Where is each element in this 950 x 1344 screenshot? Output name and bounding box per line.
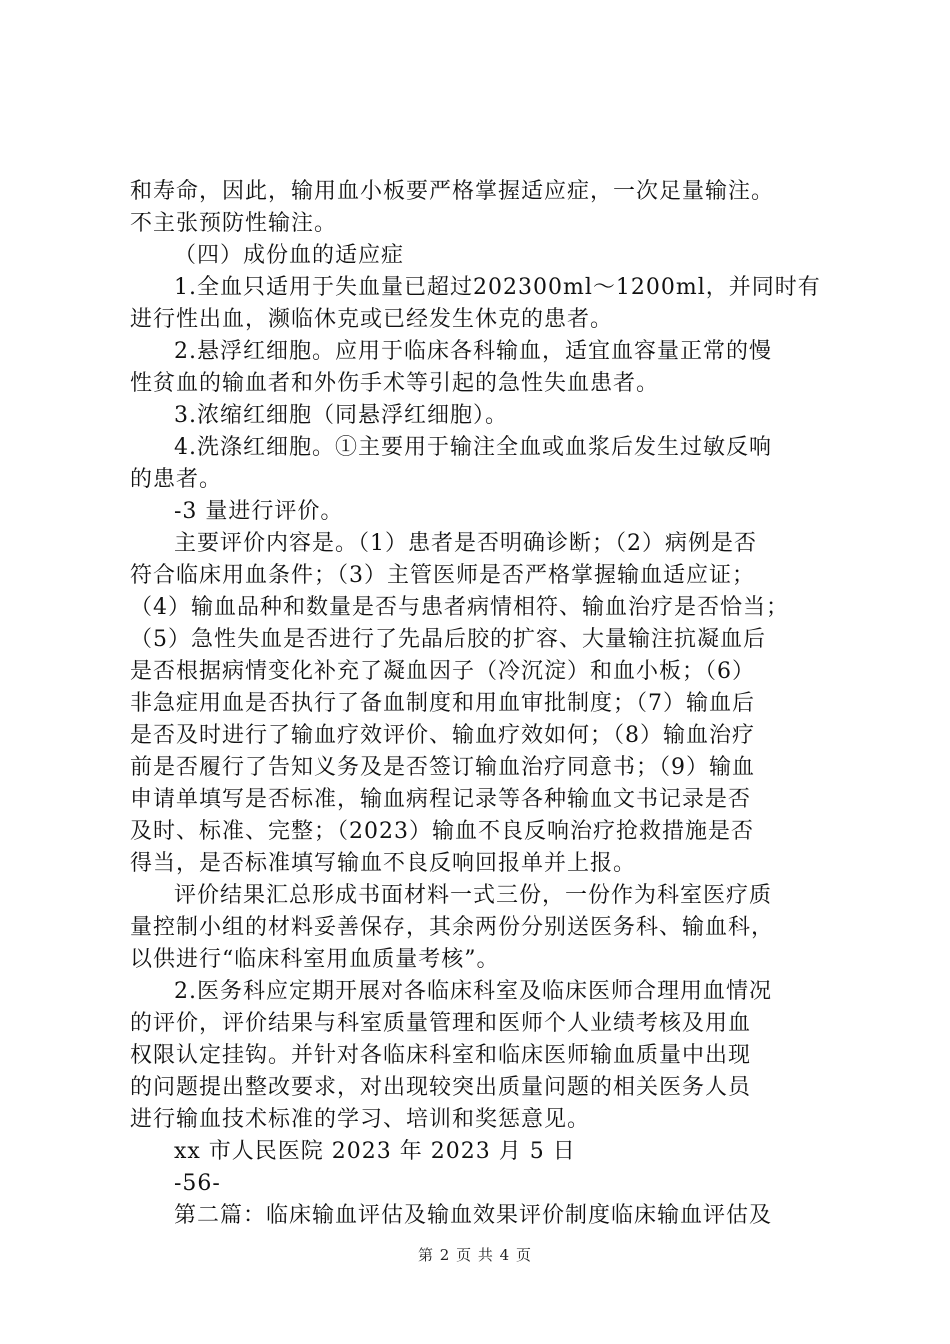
text-line: 2.医务科应定期开展对各临床科室及临床医师合理用血情况 — [174, 979, 772, 1004]
text-line: 进行性出血，濒临休克或已经发生休克的患者。 — [130, 307, 614, 332]
text-line: 的评价，评价结果与科室质量管理和医师个人业绩考核及用血 — [130, 1011, 752, 1036]
text-line: 及时、标准、完整；（2023）输血不良反响治疗抢救措施是否 — [130, 819, 754, 844]
text-line: 和寿命，因此，输用血小板要严格掌握适应症，一次足量输注。 — [130, 179, 775, 204]
signature-date-line: xx 市人民医院 2023 年 2023 月 5 日 — [174, 1139, 576, 1164]
text-line: 的患者。 — [130, 467, 223, 492]
chapter-heading: 第二篇：临床输血评估及输血效果评价制度临床输血评估及 — [174, 1203, 773, 1228]
text-line: 是否根据病情变化补充了凝血因子（冷沉淀）和血小板；（6） — [130, 659, 755, 684]
text-line: 以供进行“临床科室用血质量考核”。 — [130, 947, 500, 972]
text-line: -3 量进行评价。 — [174, 499, 344, 524]
text-line: 量控制小组的材料妥善保存，其余两份分别送医务科、输血科， — [130, 915, 775, 940]
text-line: 性贫血的输血者和外伤手术等引起的急性失血患者。 — [130, 371, 660, 396]
text-line: 评价结果汇总形成书面材料一式三份，一份作为科室医疗质 — [174, 883, 773, 908]
text-line: 的问题提出整改要求，对出现较突出质量问题的相关医务人员 — [130, 1075, 752, 1100]
text-line: 得当，是否标准填写输血不良反响回报单并上报。 — [130, 851, 637, 876]
text-line: 申请单填写是否标准，输血病程记录等各种输血文书记录是否 — [130, 787, 752, 812]
text-line: （5）急性失血是否进行了先晶后胶的扩容、大量输注抗凝血后 — [130, 627, 766, 652]
text-line: 不主张预防性输注。 — [130, 211, 338, 236]
text-line: 主要评价内容是。（1）患者是否明确诊断；（2）病例是否 — [174, 531, 757, 556]
text-line: 4.洗涤红细胞。①主要用于输注全血或血浆后发生过敏反响 — [174, 435, 772, 460]
section-heading: （四）成份血的适应症 — [174, 243, 405, 268]
text-line: 前是否履行了告知义务及是否签订输血治疗同意书；（9）输血 — [130, 755, 755, 780]
text-line: 权限认定挂钩。并针对各临床科室和临床医师输血质量中出现 — [130, 1043, 752, 1068]
text-line: 进行输血技术标准的学习、培训和奖惩意见。 — [130, 1107, 591, 1132]
document-body — [130, 176, 845, 1232]
text-line: （4）输血品种和数量是否与患者病情相符、输血治疗是否恰当； — [130, 595, 789, 620]
text-line: 2.悬浮红细胞。应用于临床各科输血，适宜血容量正常的慢 — [174, 339, 772, 364]
text-line: 3.浓缩红细胞（同悬浮红细胞）。 — [174, 403, 508, 428]
text-line: 非急症用血是否执行了备血制度和用血审批制度；（7）输血后 — [130, 691, 755, 716]
text-line: 符合临床用血条件；（3）主管医师是否严格掌握输血适应证； — [130, 563, 755, 588]
page-footer: 第 2 页 共 4 页 — [418, 1246, 532, 1264]
text-line: 是否及时进行了输血疗效评价、输血疗效如何；（8）输血治疗 — [130, 723, 755, 748]
page-marker: -56- — [174, 1171, 221, 1196]
text-line: 1.全血只适用于失血量已超过202300ml～1200ml，并同时有 — [174, 275, 821, 300]
